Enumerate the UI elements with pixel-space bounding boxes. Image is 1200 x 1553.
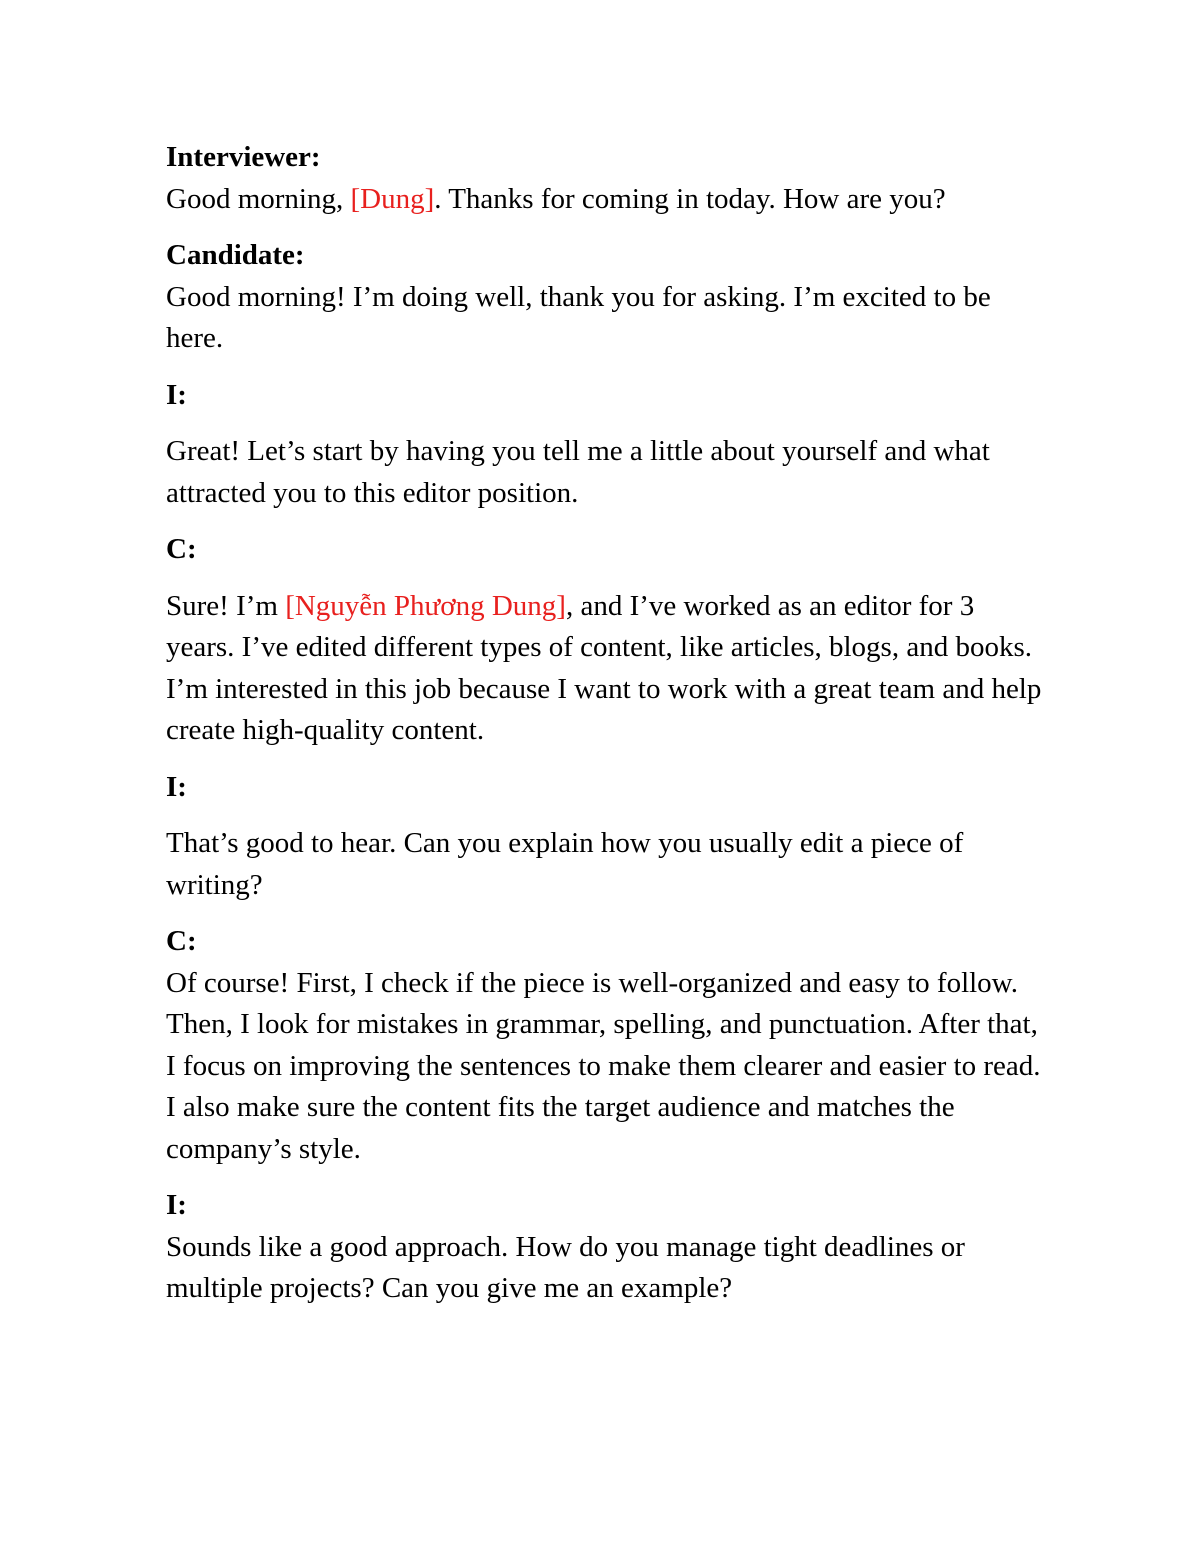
text-segment: . Thanks for coming in today. How are you? [434, 182, 946, 215]
interview-transcript [166, 137, 1046, 1310]
highlighted-name: [Dung] [350, 182, 435, 215]
dialogue-text: Sounds like a good approach. How do you manage tight deadlines or multiple projects? Can you give me an example? [166, 1230, 965, 1304]
dialogue-block-interviewer-question-3 [166, 1185, 1046, 1310]
dialogue-text [166, 586, 1046, 752]
dialogue-block-candidate-greeting [166, 235, 1046, 360]
speaker-label: C: [166, 533, 197, 565]
dialogue-block-interviewer-question-1 [166, 375, 1046, 515]
speaker-label: C: [166, 925, 197, 957]
speaker-label: I: [166, 770, 187, 803]
speaker-label: Candidate: [166, 239, 305, 271]
dialogue-text: That’s good to hear. Can you explain how you usually edit a piece of writing? [166, 827, 964, 901]
dialogue-block-candidate-answer-1 [166, 529, 1046, 752]
dialogue-block-interviewer-greeting [166, 137, 1046, 220]
dialogue-block-interviewer-question-2 [166, 767, 1046, 907]
dialogue-text: Great! Let’s start by having you tell me a little about yourself and what attracted you to this editor position. [166, 435, 990, 509]
highlighted-name: [Nguyễn Phương Dung] [285, 589, 566, 622]
dialogue-block-candidate-answer-2 [166, 921, 1046, 1170]
text-segment: , and I’ve worked as an editor for 3 years. I’ve edited different types of content, like articles, blogs, and books. I’m interested in this job because I want to work with a great team and help create high-quality content. [166, 589, 1042, 746]
text-segment: Good morning, [166, 182, 351, 215]
dialogue-text: Good morning! I’m doing well, thank you for asking. I’m excited to be here. [166, 280, 991, 354]
text-segment: Sure! I’m [166, 589, 286, 622]
dialogue-text [166, 179, 1046, 221]
dialogue-text: Of course! First, I check if the piece is well-organized and easy to follow. Then, I look for mistakes in grammar, spelling, and punctuation. After that, I focus on improving the sentences to make them clearer and easier to read. I also make sure the content fits the target audience and matches the company’s style. [166, 966, 1041, 1165]
speaker-label: Interviewer: [166, 141, 321, 173]
speaker-label: I: [166, 378, 187, 411]
speaker-label: I: [166, 1189, 187, 1221]
